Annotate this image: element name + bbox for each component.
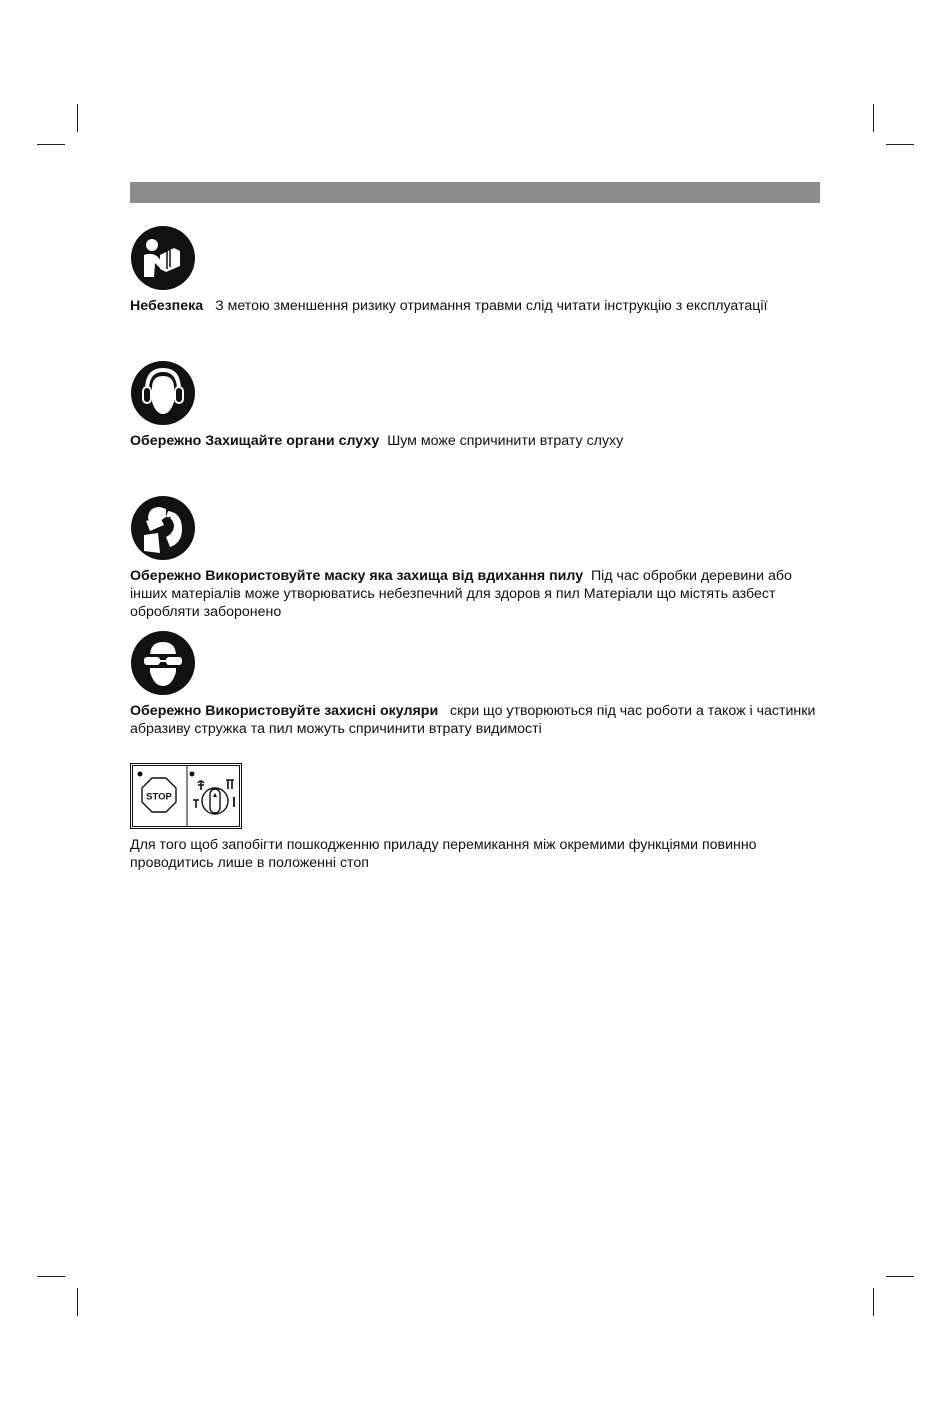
warning-text: Шум може спричинити втрату слуху <box>387 433 624 449</box>
stop-label: STOP <box>146 791 172 803</box>
warning-text: скри що утворюються під час роботи а також і частинки абразиву стружка та пил можуть спричинити втрату видимості <box>130 703 816 737</box>
warning-text: Для того щоб запобігти пошкодженню приладу перемикання між окремими функціями повинно проводитись лише в положенні стоп <box>130 837 757 871</box>
crop-mark <box>37 1276 65 1277</box>
warning-lead: Обережно Використовуйте захисні окуляри <box>130 703 439 719</box>
hearing-warning <box>130 432 820 450</box>
goggles-warning <box>130 702 820 738</box>
warning-lead: Небезпека <box>130 298 204 314</box>
read-manual-icon <box>130 225 196 291</box>
warning-lead: Обережно Використовуйте маску яка захища від вдихання пилу <box>130 568 584 584</box>
warning-text: Під час обробки деревини або інших матеріалів може утворюватись небезпечний для здоров я пил Матеріали що містять азбест обробляти заборонено <box>130 568 792 620</box>
crop-mark <box>886 144 914 145</box>
warning-lead: Обережно Захищайте органи слуху <box>130 433 380 449</box>
crop-mark <box>873 104 874 132</box>
crop-mark <box>37 144 65 145</box>
warning-text: З метою зменшення ризику отримання травми слід читати інструкцію з експлуатації <box>215 298 768 314</box>
crop-mark <box>77 1288 78 1316</box>
crop-mark <box>77 104 78 132</box>
dust-mask-warning <box>130 567 820 621</box>
ear-protection-icon <box>130 360 196 426</box>
crop-mark <box>886 1276 914 1277</box>
dust-mask-icon <box>130 495 196 561</box>
stop-switch-icon <box>130 763 242 829</box>
read-manual-warning <box>130 297 820 315</box>
section-header-bar <box>130 182 820 203</box>
switch-note <box>130 836 820 872</box>
safety-goggles-icon <box>130 630 196 696</box>
crop-mark <box>873 1288 874 1316</box>
